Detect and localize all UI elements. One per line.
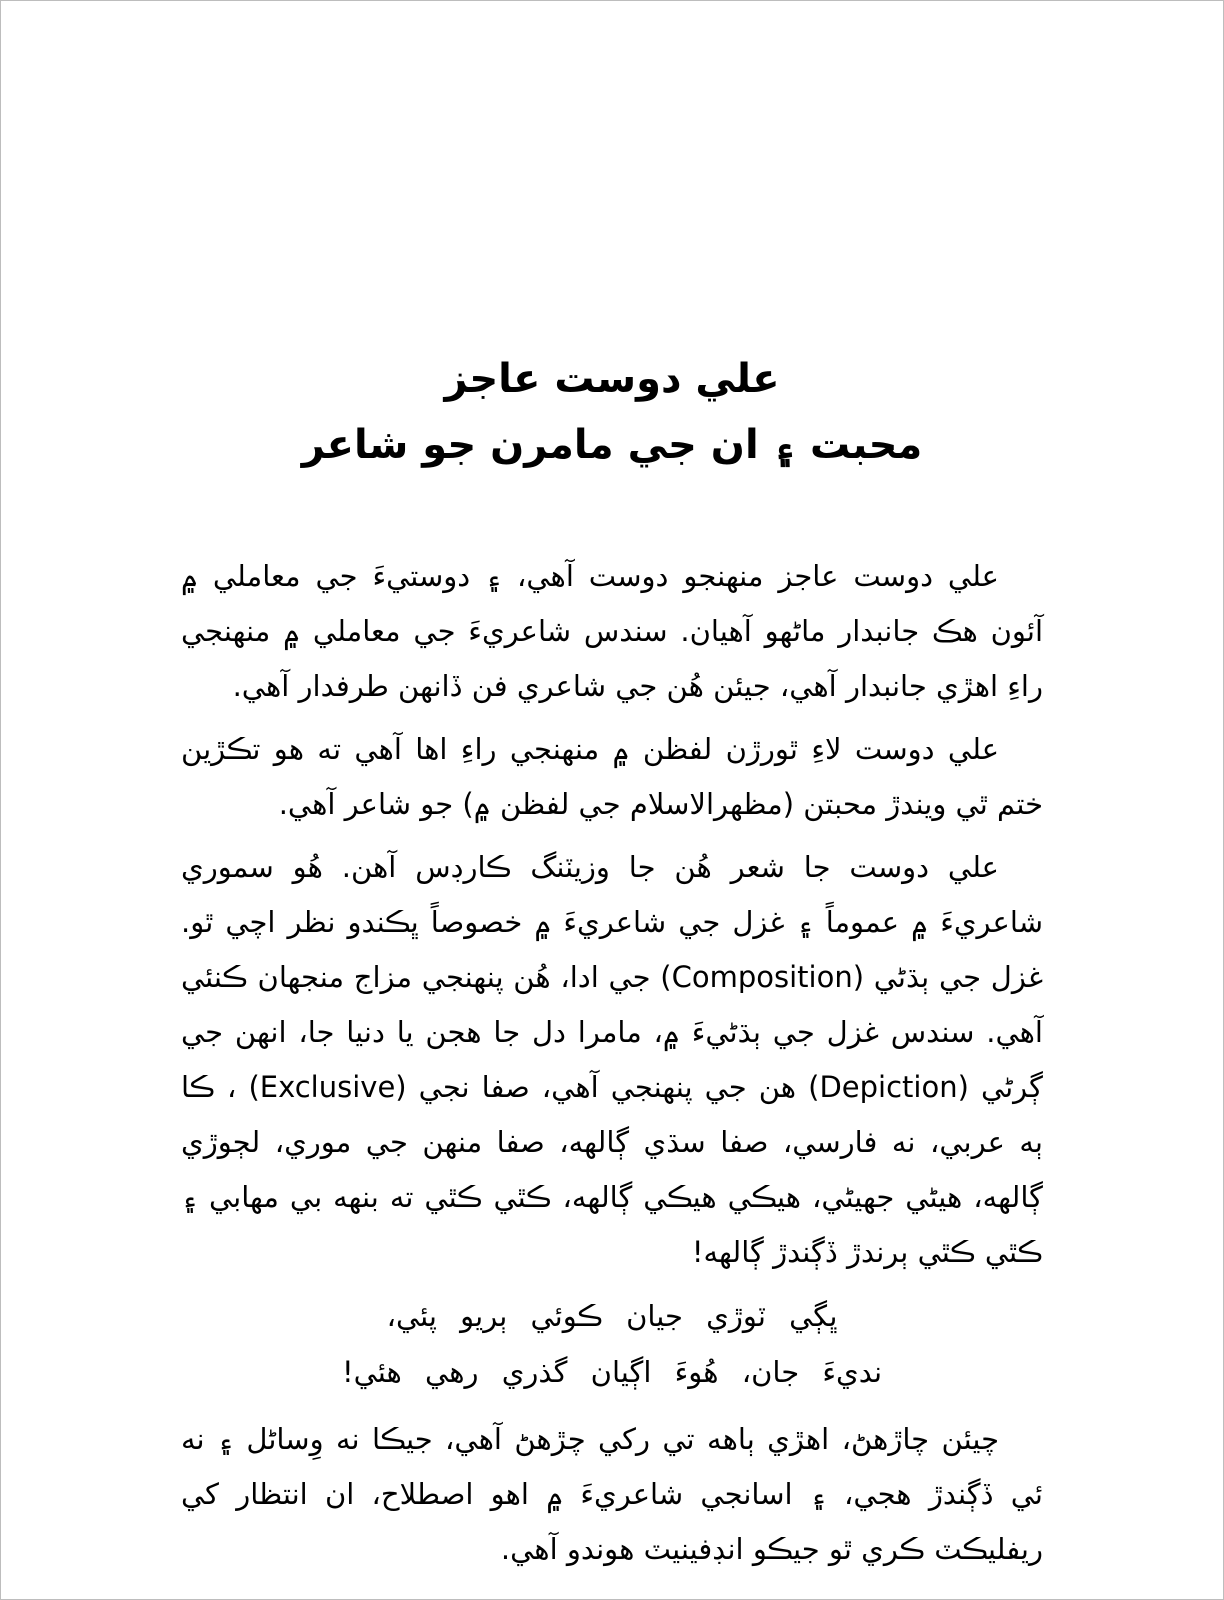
verse-line-2: نديءَ جان، هُوءَ اڳيان گذري رهي هئي! bbox=[341, 1355, 883, 1389]
paragraph-4: چيئن چاڙهڻ، اهڙي ٻاهه تي رکي چڙهڻ آهي، جيڪا نه وِساڻل ۽ نه ئي ڏڳندڙ هجي، ۽ اسانجي شاعريءَ ۾ اهو اصطلاح، ان انتظار کي ريفليڪٽ ڪري ٿو جيڪو انڊفينيٽ هوندو آهي. bbox=[181, 1422, 1043, 1566]
verse-line-1: ڀڳي ٽوڙي جيان ڪوئي ٻريو پئي، bbox=[386, 1299, 838, 1333]
heading-subtitle: محبت ۽ ان جي مامرن جو شاعر bbox=[301, 422, 923, 468]
verse-couplet bbox=[181, 1288, 1043, 1400]
paragraph-2: علي دوست لاءِ ٿورڙن لفظن ۾ منهنجي راءِ اها آهي ته هو تڪڙين ختم ٿي ويندڙ محبتن (مظهرالاسلام جي لفظن ۾) جو شاعر آهي. bbox=[181, 732, 1043, 821]
paragraph-3: علي دوست جا شعر هُن جا وزيٽنگ ڪارڊس آهن. هُو سموري شاعريءَ ۾ عموماً ۽ غزل جي شاعريءَ ۾ خصوصاً ڀڪندو نظر اچي ٿو. غزل جي ٻڌڻي (Composition) جي ادا، هُن پنهنجي مزاج منجهان ڪنئي آهي. سندس غزل جي ٻڌڻيءَ ۾، مامرا دل جا هجن يا دنيا جا، انهن جي ڳرڻي (Depiction) هن جي پنهنجي آهي، صفا نجي (Exclusive) ، ڪا ٻه عربي، نه فارسي، صفا سڌي ڳالهه، صفا منهن جي موري، لڄوڙي ڳالهه، هيڻي جهيڻي، هيڪي هيڪي ڳالهه، ڪٿي ڪٿي ته بنهه بي مهابي ۽ ڪٿي ڪٿي ٻرندڙ ڏڳندڙ ڳالهه! bbox=[181, 850, 1043, 1269]
paragraph-1: علي دوست عاجز منهنجو دوست آهي، ۽ دوستيءَ جي معاملي ۾ آئون هڪ جانبدار ماڻهو آهيان. سندس شاعريءَ جي معاملي ۾ منهنجي راءِ اهڙي جانبدار آهي، جيئن هُن جي شاعري فن ڏانهن طرفدار آهي. bbox=[181, 559, 1043, 703]
heading-author-name: علي دوست عاجز bbox=[444, 356, 780, 402]
body-text bbox=[181, 549, 1043, 1577]
chapter-heading bbox=[1, 346, 1223, 478]
